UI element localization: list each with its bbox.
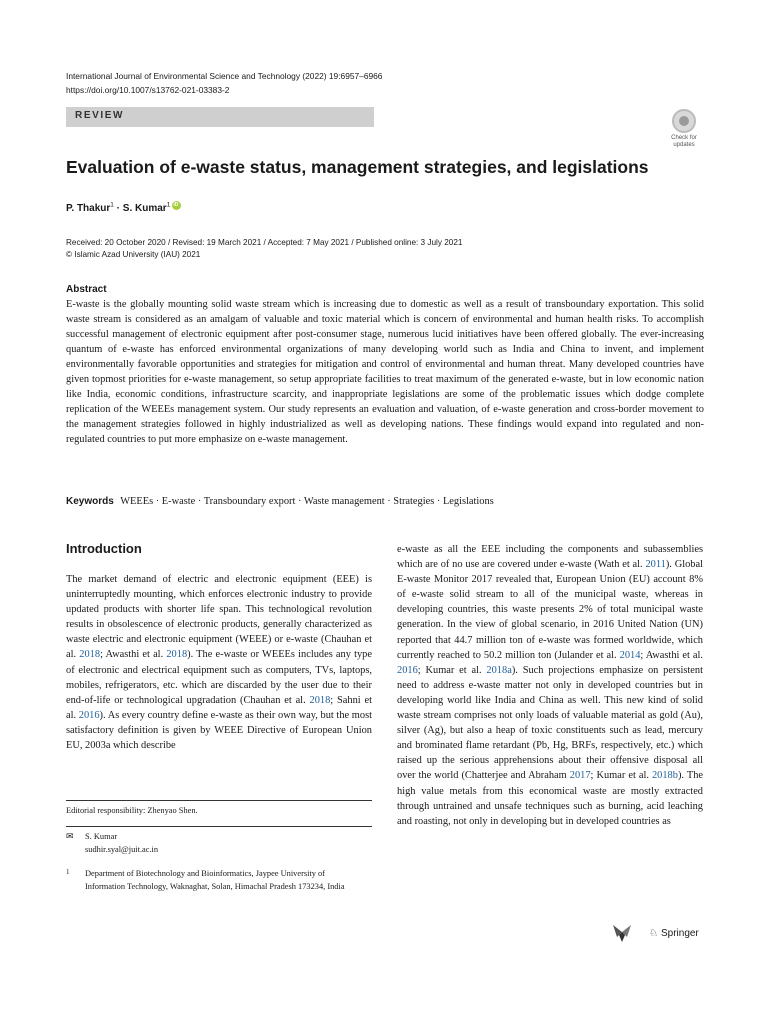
citation-link[interactable]: 2018a xyxy=(486,664,512,676)
author-name: S. Kumar xyxy=(122,203,167,214)
corresponding-author xyxy=(85,831,158,856)
author-name: P. Thakur xyxy=(66,203,111,214)
citation-link[interactable]: 2014 xyxy=(619,649,641,661)
keywords-heading: Keywords xyxy=(66,496,114,507)
footnote-divider xyxy=(66,826,372,827)
citation-link[interactable]: 2017 xyxy=(569,770,591,782)
history-dates: Received: 20 October 2020 / Revised: 19 March 2021 / Accepted: 7 May 2021 / Published online: 3 July 2021 xyxy=(66,238,463,247)
springer-horse-icon: ♘ xyxy=(649,928,658,939)
affiliation-number: 1 xyxy=(66,868,70,876)
citation-link[interactable]: 2018 xyxy=(166,649,188,661)
check-for-updates-button[interactable] xyxy=(664,109,704,149)
publisher-logo xyxy=(649,928,699,939)
springer-tree-logo-icon xyxy=(611,923,633,943)
check-updates-label: Check for updates xyxy=(671,135,697,148)
citation-link[interactable]: 2018b xyxy=(651,770,678,782)
section-label: REVIEW xyxy=(75,110,125,121)
citation-link[interactable]: 2018 xyxy=(309,694,331,706)
abstract-text: E-waste is the globally mounting solid waste stream which is increasing due to domestic as well as a result of transboundary exportation. This solid waste stream is considered as an amalgam of valuable and toxic material which is concern of environmental and human health risks. To accomplish successful management of electronic equipment after post-consumer stage, numerous lucid initiatives have been offered globally. The ever-increasing quantum of e-waste has enforced environmental organizations of many developing world such as India and China to invent, and implement environmentally favorable opportunities and strategies for mitigation and control of environmental and human threat. Many developed countries have given topmost priorities for e-waste management, so setup appropriate facilities to treat maximum of the generated e-waste, but in low economic nation like India, economic conditions, infrastructure scarcity, and inappropriate legislations are some of the problematic issues which dodge complete replication of the WEEEs management system. Our study represents an evaluation and valuation, of e-waste generation and cross-border movement to the management strategies followed in highly industrialized as well as developing nations. These findings would expand into regulated and non-regulated countries to put more emphasize on e-waste management. xyxy=(66,299,704,445)
editorial-note: Editorial responsibility: Zhenyao Shen. xyxy=(66,806,198,815)
copyright-line: © Islamic Azad University (IAU) 2021 xyxy=(66,250,201,259)
publisher-name: Springer xyxy=(660,928,699,939)
journal-header xyxy=(66,69,382,97)
doi-link[interactable]: https://doi.org/10.1007/s13762-021-03383-2 xyxy=(66,85,230,95)
corresponding-author-name: S. Kumar xyxy=(85,832,118,841)
author-affiliation-mark: 1 xyxy=(166,201,171,209)
crossmark-icon xyxy=(672,109,696,133)
section-heading-introduction: Introduction xyxy=(66,541,142,556)
orcid-icon[interactable] xyxy=(172,201,181,210)
article-dates xyxy=(66,237,462,261)
citation-link[interactable]: 2018 xyxy=(79,649,101,661)
journal-citation: International Journal of Environmental Science and Technology (2022) 19:6957–6966 xyxy=(66,71,383,81)
citation-link[interactable]: 2016 xyxy=(78,709,100,721)
keywords-list: WEEEs · E-waste · Transboundary export · Waste management · Strategies · Legislations xyxy=(120,496,494,507)
keywords xyxy=(66,496,494,507)
envelope-icon: ✉ xyxy=(66,831,74,841)
author-list xyxy=(66,201,181,214)
citation-link[interactable]: 2016 xyxy=(397,664,418,676)
author-separator: · xyxy=(113,203,123,214)
abstract-heading: Abstract xyxy=(66,284,107,295)
corresponding-author-email[interactable]: sudhir.syal@juit.ac.in xyxy=(85,844,159,854)
article-title: Evaluation of e-waste status, management strategies, and legislations xyxy=(66,157,649,177)
citation-link[interactable]: 2011 xyxy=(645,559,666,571)
author-affiliation-mark: 1 xyxy=(110,201,114,209)
body-text-left-column: The market demand of electric and electronic equipment (EEE) is uninterruptedly mounting, which enforces electronic industry to provide updated products with shorter life span. This technological revolution results in obsolescence of electronic products, generally characterized as waste electric and electronic equipment (WEEE) or e-waste (Chauhan et al. 2018; Awasthi et al. 2018). The e-waste or WEEEs includes any type of electronic and electrical equipment such as computers, TVs, laptops, mobiles, refrigerators, etc. which are discarded by the user due to their end-of-life or technological upgradation (Chauhan et al. 2018; Sahni et al. 2016). As every country define e-waste as their own way, but the most satisfactory definition is given by WEEE Directive of European Union EU, 2003a which describe xyxy=(66,574,372,752)
body-text-right-column: e-waste as all the EEE including the components and subassemblies which are of no use are covered under e-waste (Wath et al. 2011). Global E-waste Monitor 2017 revealed that, European Union (EU) account 8% of e-waste solid stream to all of the municipal waste, whereas in developing countries, this waste presents 2% of total municipal waste generation. In the view of global scenario, in 2016 United Nation (UN) reported that 44.7 million ton of e-waste was formed worldwide, which currently reached to 50.2 million ton (Julander et al. 2014; Awasthi et al. 2016; Kumar et al. 2018a). Such projections emphasize on persistent need to address e-waste matter not only in developed countries but in developing world like India and China as well. This new kind of solid waste stream comprises not only loads of valuable material as gold (Au), silver (Ag), but also a heap of toxic constituents such as lead, mercury and brominated flame retardant (Pb, Hg, BRFs, respectively, etc.) which raised up the serious apprehensions about their offensive disposal all over the world (Chatterjee and Abraham 2017; Kumar et al. 2018b). The high value metals from this economical waste are mostly extracted through untrained and unsafe techniques such as burning, acid leaching and roasting, not only in developing but in developed countries as xyxy=(397,544,703,827)
section-label-bar xyxy=(66,107,374,127)
affiliation-text: Department of Biotechnology and Bioinformatics, Jaypee University of Information Technology, Waknaghat, Solan, Himachal Pradesh 173234, India xyxy=(85,869,345,891)
footnote-divider xyxy=(66,800,372,801)
